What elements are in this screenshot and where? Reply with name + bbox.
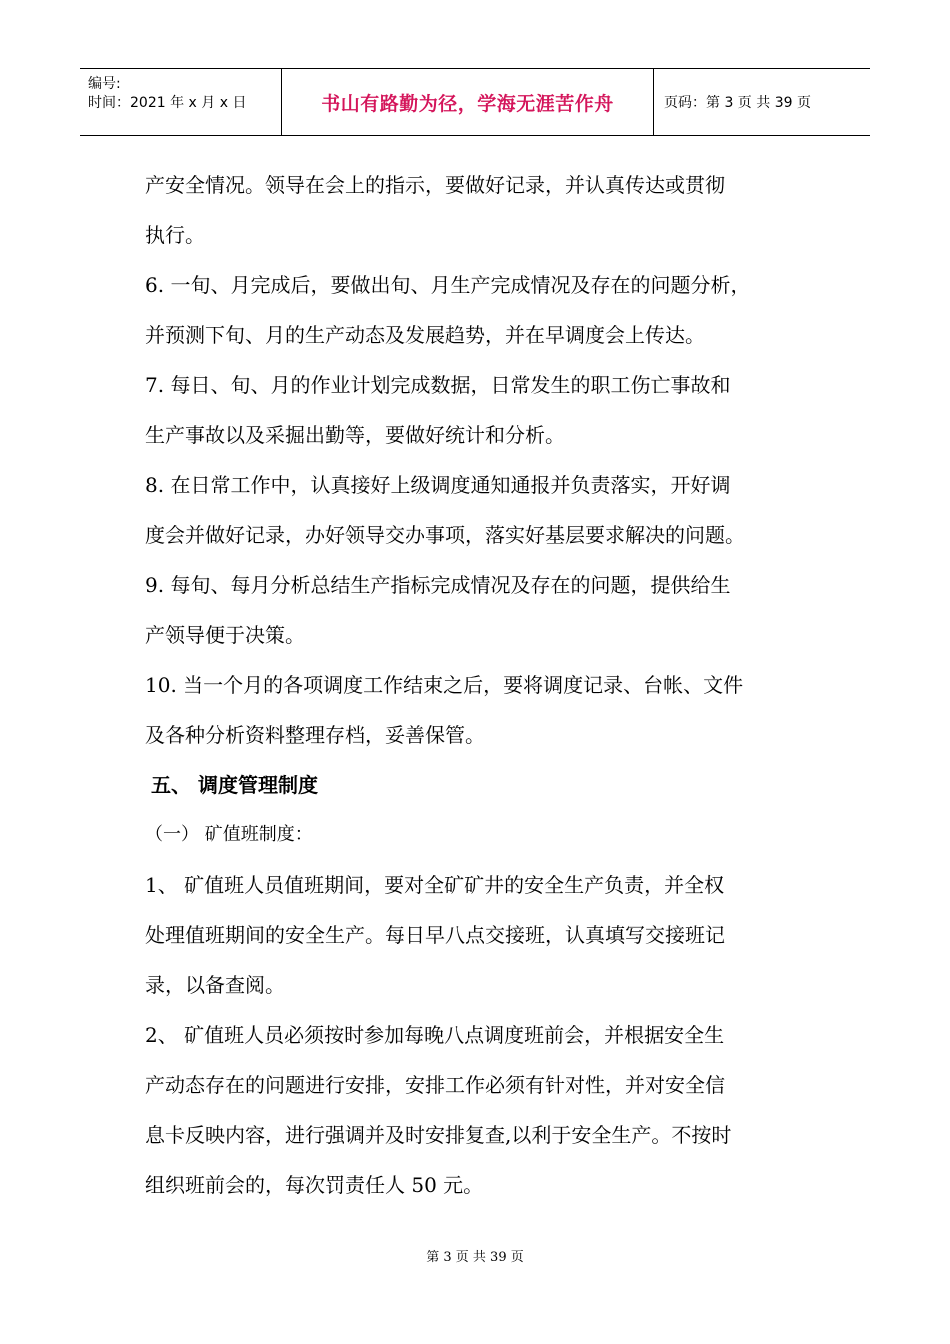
body-line: 8. 在日常工作中，认真接好上级调度通知通报并负责落实，开好调 [145, 473, 731, 497]
document-number-label: 编号: [88, 76, 121, 92]
subsection-heading: （一） 矿值班制度： [145, 824, 313, 845]
header-motto: 书山有路勤为径，学海无涯苦作舟 [321, 92, 614, 115]
body-line: 组织班前会的，每次罚责任人 50 元。 [145, 1173, 484, 1197]
page-footer: 第 3 页 共 39 页 [426, 1250, 524, 1265]
body-line: 及各种分析资料整理存档，妥善保管。 [145, 723, 485, 747]
header-meta-cell [80, 69, 282, 135]
body-line: 7. 每日、旬、月的作业计划完成数据，日常发生的职工伤亡事故和 [145, 373, 731, 397]
body-line: 6. 一旬、月完成后，要做出旬、月生产完成情况及存在的问题分析， [145, 273, 751, 297]
body-line: 9. 每旬、每月分析总结生产指标完成情况及存在的问题，提供给生 [145, 573, 731, 597]
body-line: 息卡反映内容，进行强调并及时安排复查,以利于安全生产。不按时 [145, 1123, 732, 1147]
body-line: 并预测下旬、月的生产动态及发展趋势，并在早调度会上传达。 [145, 323, 705, 347]
body-line: 1、 矿值班人员值班期间，要对全矿矿井的安全生产负责，并全权 [145, 873, 725, 897]
body-line: 录，以备查阅。 [145, 973, 285, 997]
body-line: 产领导便于决策。 [145, 623, 305, 647]
body-line: 度会并做好记录，办好领导交办事项，落实好基层要求解决的问题。 [145, 523, 745, 547]
header-motto-cell [282, 69, 654, 135]
page-header [80, 68, 870, 136]
body-line: 处理值班期间的安全生产。每日早八点交接班，认真填写交接班记 [145, 923, 725, 947]
document-body [145, 160, 817, 1210]
document-time-label: 时间：2021 年 x 月 x 日 [88, 95, 247, 111]
header-page-label: 页码：第 3 页 共 39 页 [664, 95, 811, 111]
body-line: 10. 当一个月的各项调度工作结束之后，要将调度记录、台帐、文件 [145, 673, 744, 697]
section-heading: 五、 调度管理制度 [151, 773, 318, 797]
body-line: 产安全情况。领导在会上的指示，要做好记录，并认真传达或贯彻 [145, 173, 725, 197]
body-line: 执行。 [145, 223, 205, 247]
body-line: 2、 矿值班人员必须按时参加每晚八点调度班前会，并根据安全生 [145, 1023, 725, 1047]
header-page-cell [654, 69, 870, 135]
body-line: 生产事故以及采掘出勤等，要做好统计和分析。 [145, 423, 565, 447]
body-line: 产动态存在的问题进行安排，安排工作必须有针对性，并对安全信 [145, 1073, 725, 1097]
